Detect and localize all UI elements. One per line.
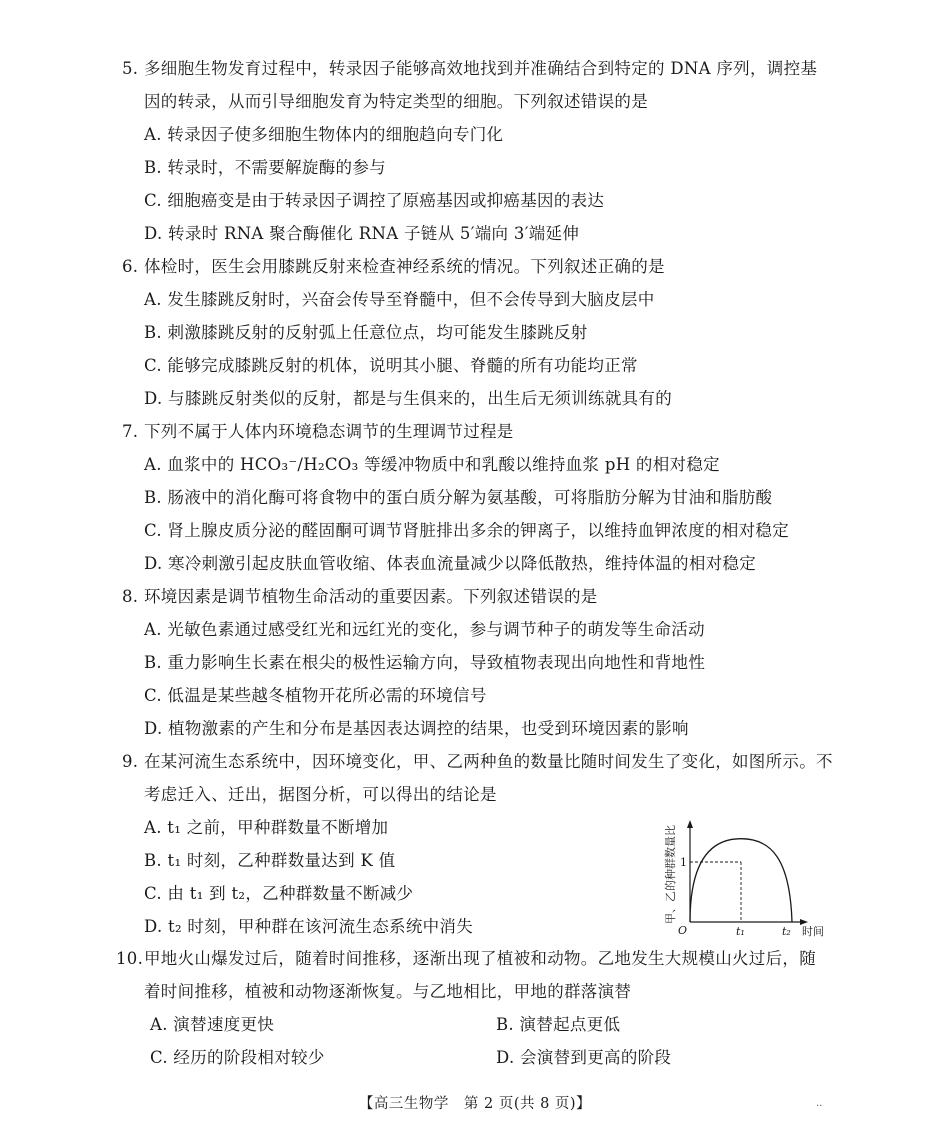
option-c: C. 由 t₁ 到 t₂，乙种群数量不断减少 [144,884,414,903]
question-stem [122,415,842,448]
option-a: A. 发生膝跳反射时，兴奋会传导至脊髓中，但不会传导到大脑皮层中 [144,290,655,309]
y-axis-label: 甲、乙的种群数量比 [664,825,677,924]
option-b: B. 重力影响生长素在根尖的极性运输方向，导致植物表现出向地性和背地性 [144,653,706,672]
question-6 [122,250,842,415]
option-c: C. 经历的阶段相对较少 [150,1048,325,1067]
option-a: A. 演替速度更快 [150,1015,275,1034]
page-footer: 【高三生物学 第 2 页(共 8 页)】 [358,1096,592,1112]
stem-line: 甲地火山爆发过后，随着时间推移，逐渐出现了植被和动物。乙地发生大规模山火过后，随 [144,949,816,968]
question-stem [116,942,842,1008]
option-b: B. 演替起点更低 [496,1015,621,1034]
stem-line: 着时间推移，植被和动物逐渐恢复。与乙地相比，甲地的群落演替 [144,982,632,1001]
y-axis-arrow [687,820,693,828]
t1-label: t₁ [736,925,745,937]
question-stem [122,250,842,283]
option-d: D. 植物激素的产生和分布是基因表达调控的结果，也受到环境因素的影响 [144,719,689,738]
option-a: A. 光敏色素通过感受红光和远红光的变化，参与调节种子的萌发等生命活动 [144,620,705,639]
option-b: B. 转录时，不需要解旋酶的参与 [144,158,386,177]
question-stem [122,52,842,118]
options-row [122,1041,842,1074]
stem-line: 环境因素是调节植物生命活动的重要因素。下列叙述错误的是 [144,587,598,606]
option-a: A. 血浆中的 HCO₃⁻/H₂CO₃ 等缓冲物质中和乳酸以维持血浆 pH 的相对稳定 [144,455,720,474]
stem-line: 因的转录，从而引导细胞发育为特定类型的细胞。下列叙述错误的是 [144,92,648,111]
option-c: C. 低温是某些越冬植物开花所必需的环境信号 [144,686,487,705]
option-c: C. 细胞癌变是由于转录因子调控了原癌基因或抑癌基因的表达 [144,191,605,210]
origin-label: O [678,924,688,937]
question-number: 10. [116,949,144,968]
question-number: 6. [122,257,139,276]
question-number: 9. [122,752,139,771]
option-a: A. t₁ 之前，甲种群数量不断增加 [144,818,389,837]
question-5 [122,52,842,250]
question-stem [122,745,842,811]
option-b: B. t₁ 时刻，乙种群数量达到 K 值 [144,851,396,870]
t2-label: t₂ [782,925,791,937]
question-number: 5. [122,59,139,78]
question-7 [122,415,842,580]
option-d: D. 会演替到更高的阶段 [496,1048,672,1067]
options-row [122,1008,842,1041]
option-c: C. 能够完成膝跳反射的机体，说明其小腿、脊髓的所有功能均正常 [144,356,638,375]
question-8 [122,580,842,745]
option-d: D. 转录时 RNA 聚合酶催化 RNA 子链从 5′端向 3′端延伸 [144,224,580,243]
population-ratio-chart [660,812,835,937]
option-b: B. 肠液中的消化酶可将食物中的蛋白质分解为氨基酸，可将脂肪分解为甘油和脂肪酸 [144,488,773,507]
stem-line: 多细胞生物发育过程中，转录因子能够高效地找到并准确结合到特定的 DNA 序列，调控基 [144,59,818,78]
stem-line: 在某河流生态系统中，因环境变化，甲、乙两种鱼的数量比随时间发生了变化，如图所示。不 [144,752,833,771]
x-axis-label: 时间 [802,925,824,937]
option-d: D. t₂ 时刻，甲种群在该河流生态系统中消失 [144,917,474,936]
corner-mark: .. [816,1098,823,1109]
stem-line: 考虑迁入、迁出，据图分析，可以得出的结论是 [144,785,497,804]
question-number: 8. [122,587,139,606]
option-d: D. 与膝跳反射类似的反射，都是与生俱来的，出生后无须训练就具有的 [144,389,673,408]
y-tick-label: 1 [680,856,687,869]
question-10 [116,942,842,1074]
question-stem [122,580,842,613]
stem-line: 下列不属于人体内环境稳态调节的生理调节过程是 [144,422,514,441]
option-a: A. 转录因子使多细胞生物体内的细胞趋向专门化 [144,125,504,144]
stem-line: 体检时，医生会用膝跳反射来检查神经系统的情况。下列叙述正确的是 [144,257,665,276]
option-b: B. 刺激膝跳反射的反射弧上任意位点，均可能发生膝跳反射 [144,323,588,342]
question-number: 7. [122,422,139,441]
option-c: C. 肾上腺皮质分泌的醛固酮可调节肾脏排出多余的钾离子，以维持血钾浓度的相对稳定 [144,521,790,540]
option-d: D. 寒冷刺激引起皮肤血管收缩、体表血流量减少以降低散热，维持体温的相对稳定 [144,554,757,573]
